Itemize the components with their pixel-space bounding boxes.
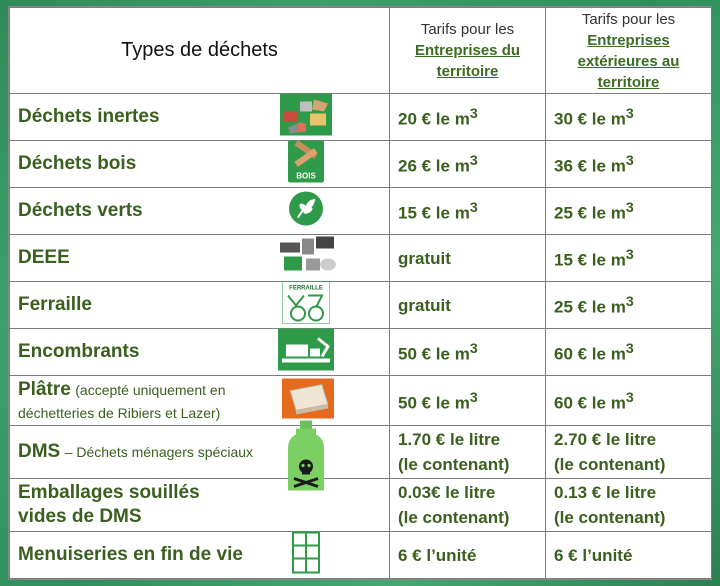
waste-note: – Déchets ménagers spéciaux <box>64 444 254 460</box>
plaster-icon <box>282 378 334 423</box>
waste-name: DMS <box>18 441 61 462</box>
price-local: 15 € le $m^3$ <box>390 188 546 235</box>
scrap-metal-icon <box>282 282 330 329</box>
rubble-icon <box>280 94 332 141</box>
bulky-items-icon <box>278 329 334 376</box>
table-row <box>10 235 712 282</box>
price-external: 6 € l’unité <box>546 532 712 579</box>
table-header-row <box>10 8 712 94</box>
table-row <box>10 376 712 426</box>
waste-type-cell <box>10 282 390 329</box>
price-external: 36 € le $m^3$ <box>546 141 712 188</box>
price-local: 20 € le $m^3$ <box>390 94 546 141</box>
table-row <box>10 94 712 141</box>
waste-note: (accepté uniquement en <box>75 381 226 398</box>
price-external: 60 € le $m^3$ <box>546 376 712 426</box>
price-external: 2.70 € le litre (le contenant) <box>546 426 712 479</box>
price-local: gratuit <box>390 282 546 329</box>
header-local-link[interactable]: Entreprises du territoire <box>414 42 521 80</box>
leaf-icon <box>288 191 324 232</box>
waste-name: Déchets bois <box>18 153 137 174</box>
waste-name: Emballages souillés <box>18 482 200 503</box>
waste-name-line2: vides de DMS <box>18 506 142 527</box>
wood-planks-icon <box>288 141 324 188</box>
header-waste-types: Types de déchets <box>10 8 390 94</box>
waste-name: Ferraille <box>18 294 92 315</box>
electronics-icon <box>278 235 338 282</box>
table-row <box>10 479 712 532</box>
price-local: 50 € le $m^3$ <box>390 329 546 376</box>
svg-text:BOIS: BOIS <box>296 171 316 181</box>
pricing-table <box>9 7 712 579</box>
waste-name: Encombrants <box>18 341 140 362</box>
price-local: gratuit <box>390 235 546 282</box>
waste-type-cell <box>10 479 390 532</box>
price-external: 25 € le $m^3$ <box>546 188 712 235</box>
waste-note-line2: déchetteries de Ribiers et Lazer) <box>18 404 221 421</box>
header-external-companies <box>546 8 712 94</box>
table-row <box>10 188 712 235</box>
waste-type-cell <box>10 329 390 376</box>
waste-type-cell <box>10 426 390 479</box>
header-local-companies <box>390 8 546 94</box>
svg-text:FERRAILLE: FERRAILLE <box>289 285 323 292</box>
table-row <box>10 532 712 579</box>
header-local-prefix: Tarifs pour les <box>420 21 515 38</box>
header-external-prefix: Tarifs pour les <box>581 10 676 28</box>
table-row <box>10 329 712 376</box>
price-external: 0.13 € le litre (le contenant) <box>546 479 712 532</box>
price-local: 6 € l’unité <box>390 532 546 579</box>
pricing-board <box>8 6 712 580</box>
waste-type-cell <box>10 94 390 141</box>
waste-name: Plâtre <box>18 378 71 400</box>
table-row <box>10 426 712 479</box>
waste-type-cell <box>10 141 390 188</box>
price-external: 60 € le $m^3$ <box>546 329 712 376</box>
header-external-link[interactable]: Entreprises extérieures au territoire <box>577 31 680 91</box>
waste-type-cell <box>10 532 390 579</box>
waste-name: Menuiseries en fin de vie <box>18 544 243 565</box>
window-icon <box>292 532 320 579</box>
price-external: 30 € le $m^3$ <box>546 94 712 141</box>
waste-name: Déchets verts <box>18 200 143 221</box>
waste-type-cell <box>10 376 390 426</box>
price-local: 1.70 € le litre (le contenant) <box>390 426 546 479</box>
table-row <box>10 282 712 329</box>
price-external: 15 € le $m^3$ <box>546 235 712 282</box>
table-row <box>10 141 712 188</box>
waste-name: DEEE <box>18 247 70 268</box>
waste-type-cell <box>10 188 390 235</box>
waste-name: Déchets inertes <box>18 106 160 127</box>
price-local: 50 € le $m^3$ <box>390 376 546 426</box>
waste-type-cell <box>10 235 390 282</box>
price-external: 25 € le $m^3$ <box>546 282 712 329</box>
price-local: 26 € le $m^3$ <box>390 141 546 188</box>
price-local: 0.03€ le litre (le contenant) <box>390 479 546 532</box>
